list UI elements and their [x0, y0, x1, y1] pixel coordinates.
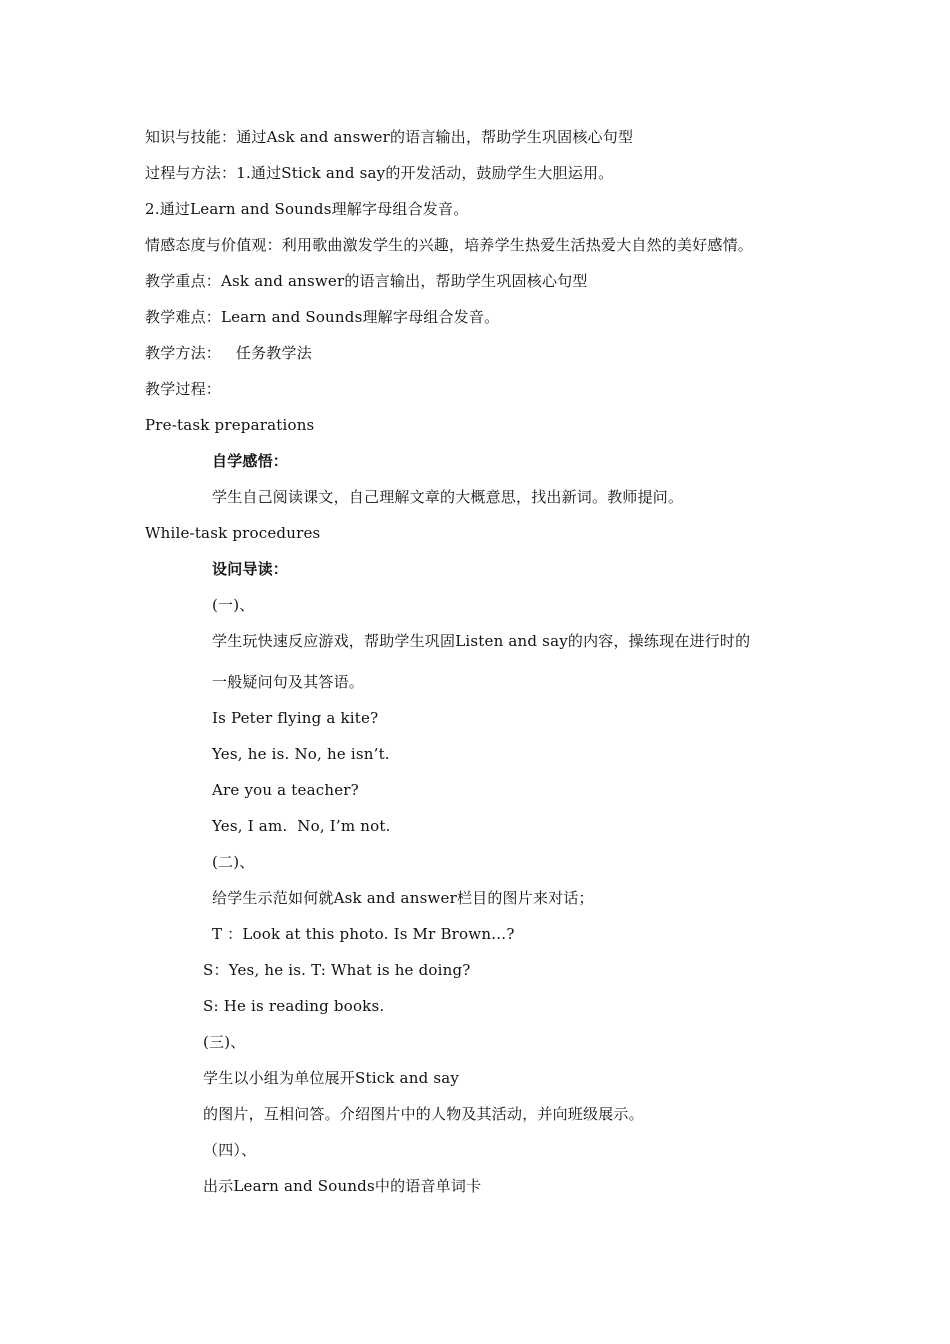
- section1-example-2: Yes, he is. No, he isn’t.: [212, 745, 390, 763]
- section1-example-3: Are you a teacher?: [212, 781, 359, 799]
- pre-task-text: 学生自己阅读课文，自己理解文章的大概意思，找出新词。教师提问。: [212, 488, 684, 506]
- section4-text: 出示Learn and Sounds中的语音单词卡: [203, 1177, 482, 1195]
- section2-dialog-2: S：Yes, he is. T: What is he doing?: [203, 961, 471, 979]
- pre-task-heading: 自学感悟：: [212, 452, 289, 470]
- objective-process-2: 2.通过Learn and Sounds理解字母组合发音。: [145, 200, 469, 218]
- section3-text-2: 的图片，互相问答。介绍图片中的人物及其活动，并向班级展示。: [203, 1105, 644, 1123]
- objective-process-1: 过程与方法：1.通过Stick and say的开发活动，鼓励学生大胆运用。: [145, 164, 614, 182]
- section2-label: (二)、: [212, 853, 255, 871]
- difficulty: 教学难点：Learn and Sounds理解字母组合发音。: [145, 308, 500, 326]
- section1-example-1: Is Peter flying a kite?: [212, 709, 379, 727]
- objective-knowledge: 知识与技能：通过Ask and answer的语言输出，帮助学生巩固核心句型: [145, 128, 634, 146]
- process-title: 教学过程：: [145, 380, 222, 398]
- pre-task-title: Pre-task preparations: [145, 416, 315, 434]
- teaching-method: 教学方法： 任务教学法: [145, 344, 312, 362]
- section2-text: 给学生示范如何就Ask and answer栏目的图片来对话；: [212, 889, 594, 907]
- section4-label: （四）、: [203, 1141, 257, 1159]
- key-point: 教学重点：Ask and answer的语言输出，帮助学生巩固核心句型: [145, 272, 588, 290]
- section1-text-1: 学生玩快速反应游戏，帮助学生巩固Listen and say的内容，操练现在进行时的: [212, 632, 751, 650]
- section2-dialog-1: T ：Look at this photo. Is Mr Brown…?: [212, 925, 515, 943]
- section1-example-4: Yes, I am. No, I’m not.: [212, 817, 391, 835]
- while-task-title: While-task procedures: [145, 524, 321, 542]
- section3-label: (三)、: [203, 1033, 246, 1051]
- objective-emotion: 情感态度与价值观：利用歌曲激发学生的兴趣，培养学生热爱生活热爱大自然的美好感情。: [145, 236, 754, 254]
- while-task-heading: 设问导读：: [212, 560, 289, 578]
- section1-text-2: 一般疑问句及其答语。: [212, 673, 365, 691]
- section3-text-1: 学生以小组为单位展开Stick and say: [203, 1069, 460, 1087]
- section2-dialog-3: S: He is reading books.: [203, 997, 385, 1015]
- section1-label: (一)、: [212, 596, 255, 614]
